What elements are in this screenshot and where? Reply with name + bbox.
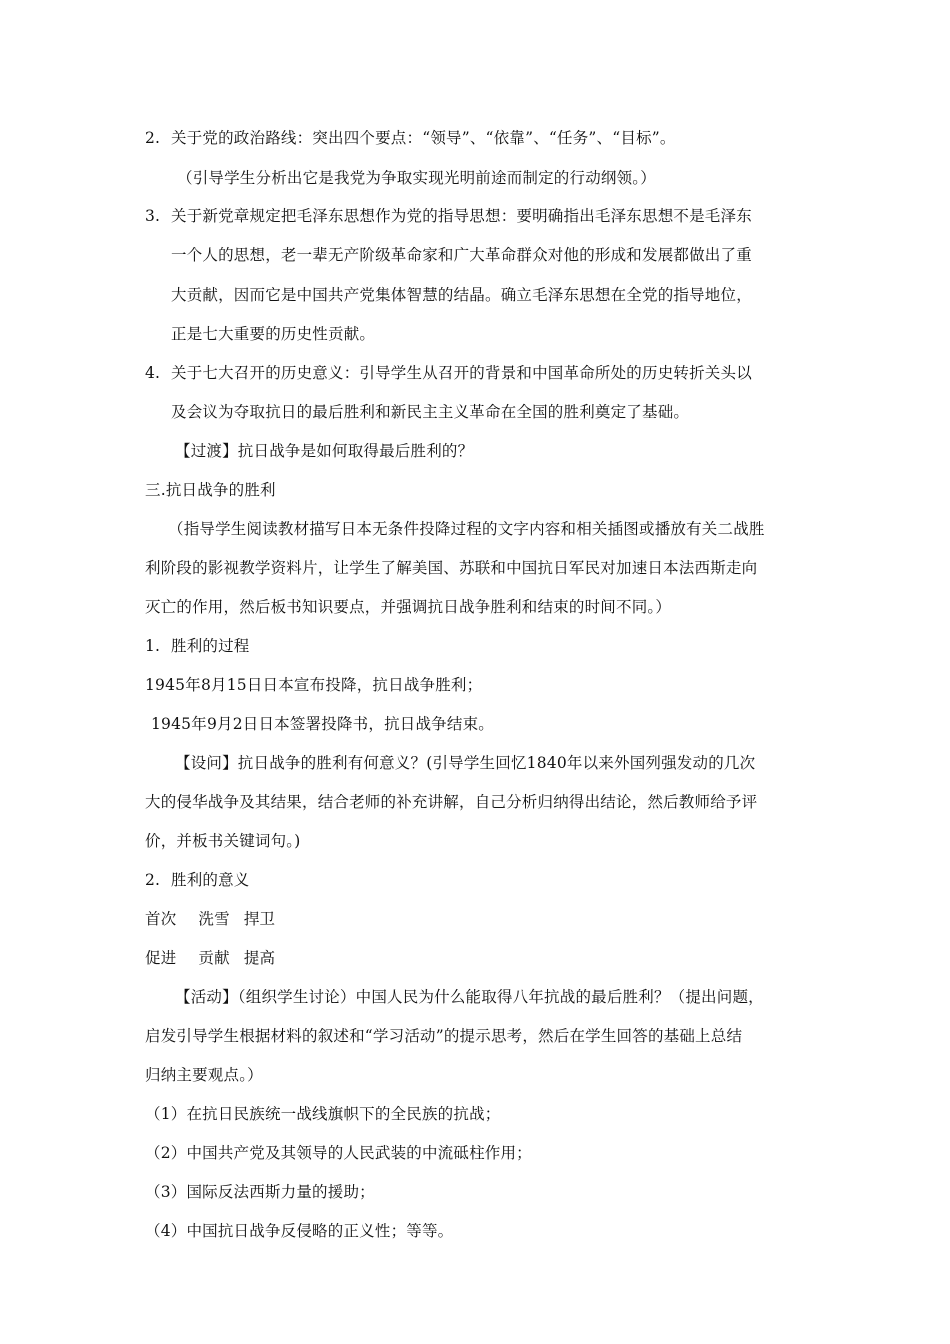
intro-line-3: 灭亡的作用，然后板书知识要点，并强调抗日战争胜利和结束的时间不同。）: [145, 598, 672, 616]
activity-line-2: 启发引导学生根据材料的叙述和“学习活动”的提示思考，然后在学生回答的基础上总结: [145, 1027, 743, 1045]
list-item: （3）国际反法西斯力量的援助；: [145, 1183, 375, 1201]
sub-2: [145, 870, 250, 890]
sub-1: [145, 636, 250, 656]
item-2-note: （引导学生分析出它是我党为争取实现光明前途而制定的行动纲领。）: [177, 169, 656, 187]
keyword: 捍卫: [243, 910, 276, 928]
transition-text: 【过渡】抗日战争是如何取得最后胜利的？: [175, 442, 474, 460]
item-3-line-2: 一个人的思想，老一辈无产阶级革命家和广大革命群众对他的形成和发展都做出了重: [171, 246, 752, 264]
item-3: [145, 206, 752, 226]
date-line-2: 1945年9月2日日本签署投降书，抗日战争结束。: [151, 715, 494, 733]
intro-line-1: （指导学生阅读教材描写日本无条件投降过程的文字内容和相关插图或播放有关二战胜: [168, 520, 765, 538]
intro-line-2: 利阶段的影视教学资料片，让学生了解美国、苏联和中国抗日军民对加速日本法西斯走向: [145, 559, 758, 577]
question-line-2: 大的侵华战争及其结果，结合老师的补充讲解，自己分析归纳得出结论，然后教师给予评: [145, 793, 758, 811]
activity-line-3: 归纳主要观点。）: [145, 1066, 263, 1084]
keyword: 促进: [145, 949, 177, 967]
keyword: 提高: [243, 949, 276, 967]
keywords-row-2: [145, 948, 275, 968]
activity-line-1: 【活动】（组织学生讨论）中国人民为什么能取得八年抗战的最后胜利？（提出问题，: [175, 988, 764, 1006]
item-2-number: 2.: [145, 129, 161, 147]
question-line-3: 价，并板书关键词句。): [145, 832, 301, 850]
keywords-row-1: [145, 909, 275, 929]
question-line-1: 【设问】抗日战争的胜利有何意义？(引导学生回忆1840年以来外国列强发动的几次: [175, 754, 756, 772]
item-3-line-3: 大贡献，因而它是中国共产党集体智慧的结晶。确立毛泽东思想在全党的指导地位，: [171, 286, 752, 304]
item-2: [145, 128, 676, 148]
keyword: 贡献: [198, 949, 230, 967]
sub-2-title: 胜利的意义: [171, 871, 250, 889]
date-line-1: 1945年8月15日日本宣布投降，抗日战争胜利；: [145, 676, 483, 694]
sub-1-number: 1.: [145, 637, 161, 655]
item-2-text: 关于党的政治路线：突出四个要点：“领导”、“依靠”、“任务”、“目标”。: [171, 129, 676, 147]
sub-1-title: 胜利的过程: [171, 637, 250, 655]
section-3-heading: 三.抗日战争的胜利: [145, 481, 276, 499]
list-item: （1）在抗日民族统一战线旗帜下的全民族的抗战；: [145, 1105, 501, 1123]
keyword: 首次: [145, 910, 177, 928]
list-item: （2）中国共产党及其领导的人民武装的中流砥柱作用；: [145, 1144, 532, 1162]
item-4-line-1: 关于七大召开的历史意义：引导学生从召开的背景和中国革命所处的历史转折关头以: [171, 364, 752, 382]
keyword: 洗雪: [198, 910, 230, 928]
list-item: （4）中国抗日战争反侵略的正义性；等等。: [145, 1222, 454, 1240]
sub-2-number: 2.: [145, 871, 161, 889]
item-4-line-2: 及会议为夺取抗日的最后胜利和新民主主义革命在全国的胜利奠定了基础。: [171, 403, 690, 421]
item-3-line-1: 关于新党章规定把毛泽东思想作为党的指导思想：要明确指出毛泽东思想不是毛泽东: [171, 207, 752, 225]
item-4: [145, 363, 752, 383]
item-3-line-4: 正是七大重要的历史性贡献。: [171, 325, 376, 343]
item-3-number: 3.: [145, 207, 161, 225]
item-4-number: 4.: [145, 364, 161, 382]
